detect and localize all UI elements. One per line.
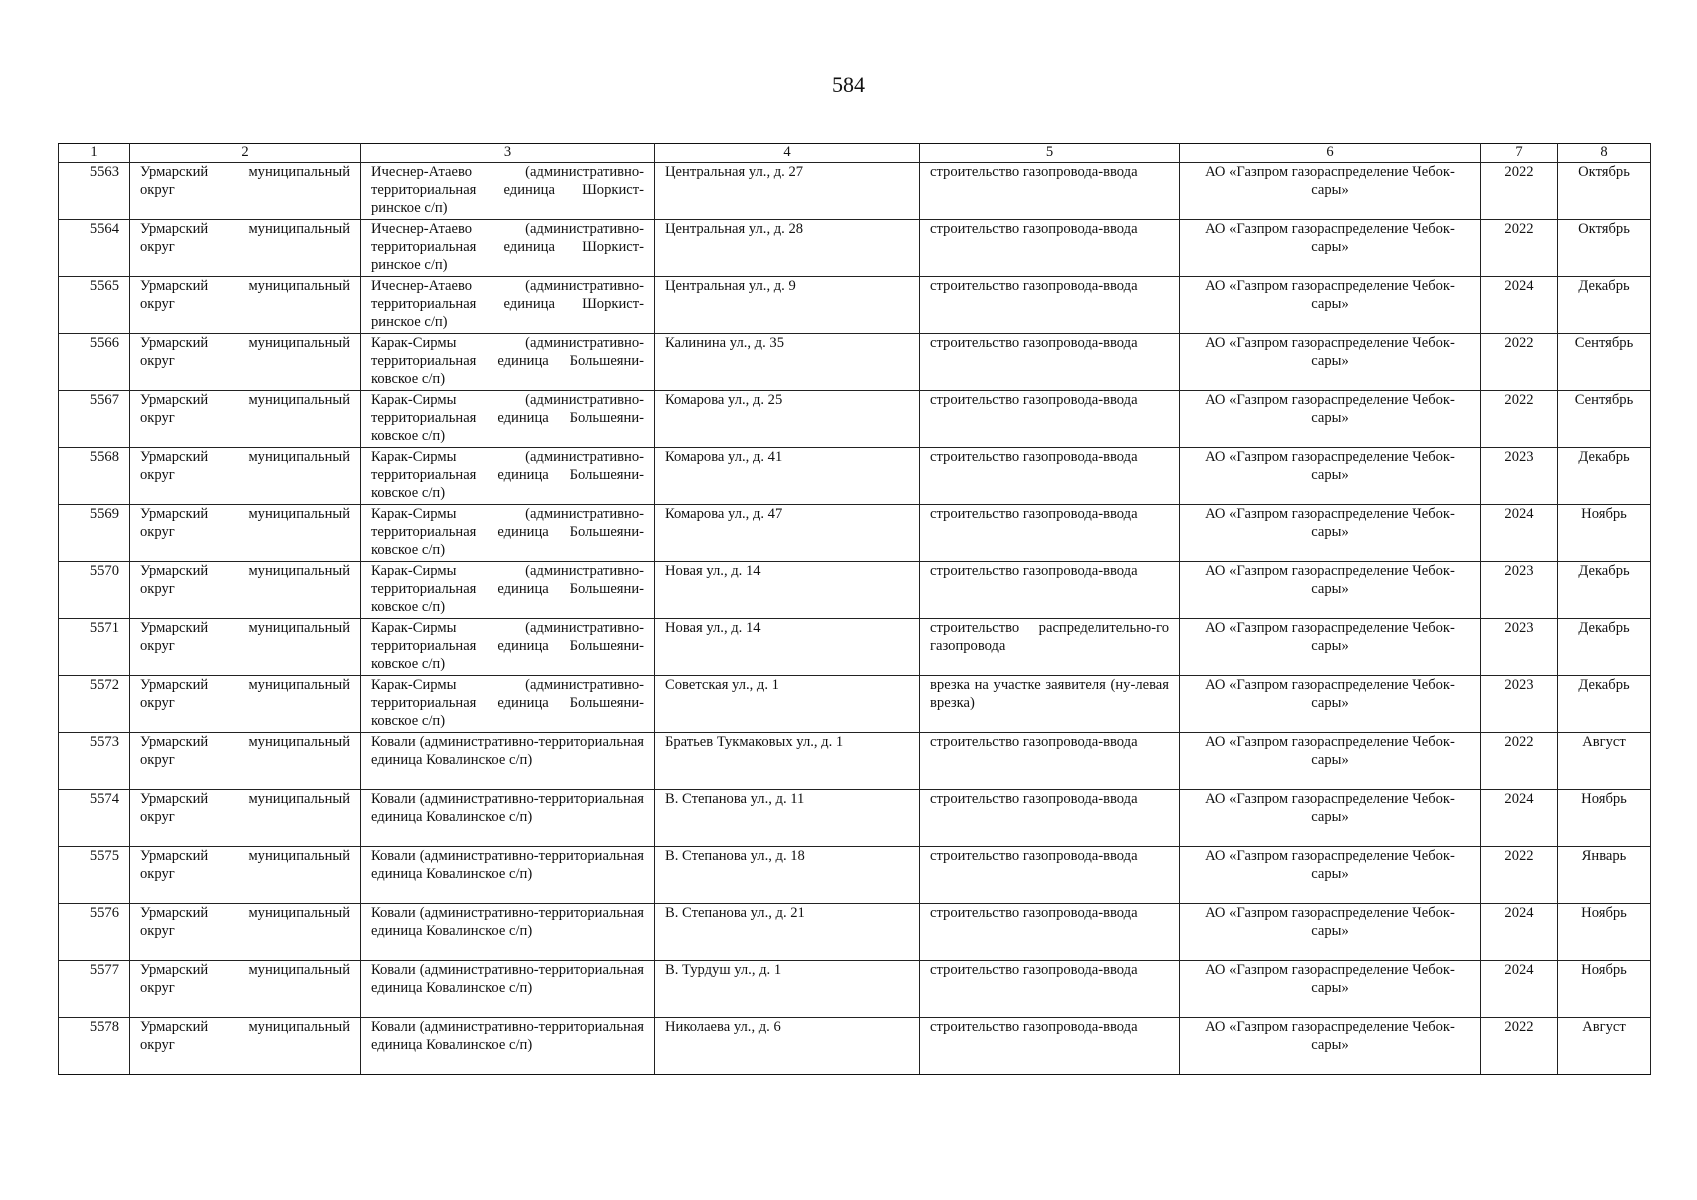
row-number: 5575: [59, 847, 130, 904]
work-type-cell: строительство газопровода-ввода: [920, 904, 1180, 961]
settlement-cell: Карак-Сирмы (административно-территориальная единица Большеяни-ковское с/п): [361, 619, 655, 676]
organization-cell: АО «Газпром газораспределение Чебок-сары»: [1180, 391, 1481, 448]
address-cell: Николаева ул., д. 6: [655, 1018, 920, 1075]
month-cell: Декабрь: [1558, 448, 1651, 505]
year-cell: 2022: [1481, 220, 1558, 277]
settlement-cell: Карак-Сирмы (административно-территориальная единица Большеяни-ковское с/п): [361, 391, 655, 448]
organization-cell: АО «Газпром газораспределение Чебок-сары»: [1180, 334, 1481, 391]
work-type-cell: строительство газопровода-ввода: [920, 505, 1180, 562]
page-number: 584: [832, 72, 865, 97]
organization-cell: АО «Газпром газораспределение Чебок-сары»: [1180, 163, 1481, 220]
column-header-3: 3: [361, 144, 655, 163]
settlement-cell: Карак-Сирмы (административно-территориальная единица Большеяни-ковское с/п): [361, 676, 655, 733]
table-row: [59, 277, 1651, 334]
table-row: [59, 448, 1651, 505]
work-type-cell: строительство газопровода-ввода: [920, 733, 1180, 790]
year-cell: 2022: [1481, 391, 1558, 448]
table-row: [59, 904, 1651, 961]
year-cell: 2023: [1481, 619, 1558, 676]
address-cell: Комарова ул., д. 25: [655, 391, 920, 448]
table-row: [59, 505, 1651, 562]
row-number: 5577: [59, 961, 130, 1018]
row-number: 5563: [59, 163, 130, 220]
row-number: 5569: [59, 505, 130, 562]
district-cell: Урмарский муниципальный округ: [130, 391, 361, 448]
month-cell: Декабрь: [1558, 562, 1651, 619]
organization-cell: АО «Газпром газораспределение Чебок-сары»: [1180, 220, 1481, 277]
address-cell: В. Степанова ул., д. 18: [655, 847, 920, 904]
table-row: [59, 961, 1651, 1018]
organization-cell: АО «Газпром газораспределение Чебок-сары»: [1180, 277, 1481, 334]
district-cell: Урмарский муниципальный округ: [130, 505, 361, 562]
month-cell: Сентябрь: [1558, 391, 1651, 448]
address-cell: Новая ул., д. 14: [655, 562, 920, 619]
address-cell: Братьев Тукмаковых ул., д. 1: [655, 733, 920, 790]
settlement-cell: Карак-Сирмы (административно-территориальная единица Большеяни-ковское с/п): [361, 448, 655, 505]
settlement-cell: Ковали (административно-территориальная единица Ковалинское с/п): [361, 904, 655, 961]
month-cell: Ноябрь: [1558, 790, 1651, 847]
month-cell: Декабрь: [1558, 619, 1651, 676]
work-type-cell: строительство газопровода-ввода: [920, 220, 1180, 277]
district-cell: Урмарский муниципальный округ: [130, 847, 361, 904]
year-cell: 2022: [1481, 733, 1558, 790]
table-header: [59, 144, 1651, 163]
address-cell: В. Турдуш ул., д. 1: [655, 961, 920, 1018]
work-type-cell: строительство газопровода-ввода: [920, 277, 1180, 334]
district-cell: Урмарский муниципальный округ: [130, 334, 361, 391]
district-cell: Урмарский муниципальный округ: [130, 790, 361, 847]
settlement-cell: Ичеснер-Атаево (административно-территориальная единица Шоркист-ринское с/п): [361, 220, 655, 277]
table-body: [59, 163, 1651, 1075]
organization-cell: АО «Газпром газораспределение Чебок-сары»: [1180, 847, 1481, 904]
column-header-4: 4: [655, 144, 920, 163]
district-cell: Урмарский муниципальный округ: [130, 220, 361, 277]
row-number: 5565: [59, 277, 130, 334]
settlement-cell: Ичеснер-Атаево (административно-территориальная единица Шоркист-ринское с/п): [361, 277, 655, 334]
column-header-8: 8: [1558, 144, 1651, 163]
address-cell: В. Степанова ул., д. 21: [655, 904, 920, 961]
settlement-cell: Карак-Сирмы (административно-территориальная единица Большеяни-ковское с/п): [361, 562, 655, 619]
row-number: 5570: [59, 562, 130, 619]
month-cell: Ноябрь: [1558, 505, 1651, 562]
table-row: [59, 619, 1651, 676]
table-row: [59, 163, 1651, 220]
table-row: [59, 790, 1651, 847]
row-number: 5568: [59, 448, 130, 505]
work-type-cell: строительство газопровода-ввода: [920, 790, 1180, 847]
work-type-cell: строительство газопровода-ввода: [920, 1018, 1180, 1075]
row-number: 5576: [59, 904, 130, 961]
work-type-cell: строительство распределительно-го газопровода: [920, 619, 1180, 676]
work-type-cell: строительство газопровода-ввода: [920, 448, 1180, 505]
year-cell: 2023: [1481, 562, 1558, 619]
organization-cell: АО «Газпром газораспределение Чебок-сары»: [1180, 904, 1481, 961]
settlement-cell: Ковали (административно-территориальная единица Ковалинское с/п): [361, 790, 655, 847]
year-cell: 2024: [1481, 505, 1558, 562]
year-cell: 2022: [1481, 163, 1558, 220]
address-cell: Комарова ул., д. 41: [655, 448, 920, 505]
month-cell: Сентябрь: [1558, 334, 1651, 391]
district-cell: Урмарский муниципальный округ: [130, 448, 361, 505]
row-number: 5578: [59, 1018, 130, 1075]
month-cell: Октябрь: [1558, 163, 1651, 220]
district-cell: Урмарский муниципальный округ: [130, 961, 361, 1018]
organization-cell: АО «Газпром газораспределение Чебок-сары»: [1180, 676, 1481, 733]
work-type-cell: строительство газопровода-ввода: [920, 163, 1180, 220]
column-header-1: 1: [59, 144, 130, 163]
district-cell: Урмарский муниципальный округ: [130, 1018, 361, 1075]
table-row: [59, 220, 1651, 277]
table-row: [59, 391, 1651, 448]
year-cell: 2023: [1481, 676, 1558, 733]
district-cell: Урмарский муниципальный округ: [130, 277, 361, 334]
organization-cell: АО «Газпром газораспределение Чебок-сары»: [1180, 1018, 1481, 1075]
month-cell: Ноябрь: [1558, 904, 1651, 961]
address-cell: Центральная ул., д. 28: [655, 220, 920, 277]
work-type-cell: врезка на участке заявителя (ну-левая врезка): [920, 676, 1180, 733]
settlement-cell: Ковали (административно-территориальная единица Ковалинское с/п): [361, 961, 655, 1018]
address-cell: Центральная ул., д. 9: [655, 277, 920, 334]
work-type-cell: строительство газопровода-ввода: [920, 961, 1180, 1018]
district-cell: Урмарский муниципальный округ: [130, 676, 361, 733]
organization-cell: АО «Газпром газораспределение Чебок-сары»: [1180, 619, 1481, 676]
organization-cell: АО «Газпром газораспределение Чебок-сары»: [1180, 961, 1481, 1018]
district-cell: Урмарский муниципальный округ: [130, 904, 361, 961]
year-cell: 2024: [1481, 277, 1558, 334]
address-cell: В. Степанова ул., д. 11: [655, 790, 920, 847]
address-cell: Советская ул., д. 1: [655, 676, 920, 733]
organization-cell: АО «Газпром газораспределение Чебок-сары»: [1180, 790, 1481, 847]
row-number: 5564: [59, 220, 130, 277]
row-number: 5573: [59, 733, 130, 790]
table-row: [59, 334, 1651, 391]
column-header-5: 5: [920, 144, 1180, 163]
organization-cell: АО «Газпром газораспределение Чебок-сары»: [1180, 505, 1481, 562]
gas-connection-table: [58, 143, 1651, 1075]
year-cell: 2023: [1481, 448, 1558, 505]
row-number: 5572: [59, 676, 130, 733]
month-cell: Август: [1558, 1018, 1651, 1075]
year-cell: 2022: [1481, 847, 1558, 904]
header-row: [59, 144, 1651, 163]
table-row: [59, 1018, 1651, 1075]
district-cell: Урмарский муниципальный округ: [130, 619, 361, 676]
work-type-cell: строительство газопровода-ввода: [920, 562, 1180, 619]
year-cell: 2022: [1481, 334, 1558, 391]
month-cell: Декабрь: [1558, 676, 1651, 733]
district-cell: Урмарский муниципальный округ: [130, 163, 361, 220]
table-row: [59, 733, 1651, 790]
row-number: 5566: [59, 334, 130, 391]
district-cell: Урмарский муниципальный округ: [130, 733, 361, 790]
address-cell: Центральная ул., д. 27: [655, 163, 920, 220]
organization-cell: АО «Газпром газораспределение Чебок-сары»: [1180, 448, 1481, 505]
month-cell: Январь: [1558, 847, 1651, 904]
address-cell: Комарова ул., д. 47: [655, 505, 920, 562]
table-row: [59, 562, 1651, 619]
year-cell: 2024: [1481, 961, 1558, 1018]
organization-cell: АО «Газпром газораспределение Чебок-сары»: [1180, 562, 1481, 619]
year-cell: 2022: [1481, 1018, 1558, 1075]
column-header-2: 2: [130, 144, 361, 163]
settlement-cell: Ковали (административно-территориальная единица Ковалинское с/п): [361, 1018, 655, 1075]
row-number: 5567: [59, 391, 130, 448]
month-cell: Декабрь: [1558, 277, 1651, 334]
month-cell: Август: [1558, 733, 1651, 790]
organization-cell: АО «Газпром газораспределение Чебок-сары»: [1180, 733, 1481, 790]
year-cell: 2024: [1481, 904, 1558, 961]
year-cell: 2024: [1481, 790, 1558, 847]
settlement-cell: Ковали (административно-территориальная единица Ковалинское с/п): [361, 733, 655, 790]
table-row: [59, 847, 1651, 904]
column-header-7: 7: [1481, 144, 1558, 163]
settlement-cell: Карак-Сирмы (административно-территориальная единица Большеяни-ковское с/п): [361, 334, 655, 391]
work-type-cell: строительство газопровода-ввода: [920, 847, 1180, 904]
month-cell: Ноябрь: [1558, 961, 1651, 1018]
work-type-cell: строительство газопровода-ввода: [920, 334, 1180, 391]
table-row: [59, 676, 1651, 733]
settlement-cell: Ичеснер-Атаево (административно-территориальная единица Шоркист-ринское с/п): [361, 163, 655, 220]
column-header-6: 6: [1180, 144, 1481, 163]
row-number: 5571: [59, 619, 130, 676]
row-number: 5574: [59, 790, 130, 847]
address-cell: Калинина ул., д. 35: [655, 334, 920, 391]
work-type-cell: строительство газопровода-ввода: [920, 391, 1180, 448]
settlement-cell: Карак-Сирмы (административно-территориальная единица Большеяни-ковское с/п): [361, 505, 655, 562]
settlement-cell: Ковали (административно-территориальная единица Ковалинское с/п): [361, 847, 655, 904]
month-cell: Октябрь: [1558, 220, 1651, 277]
district-cell: Урмарский муниципальный округ: [130, 562, 361, 619]
address-cell: Новая ул., д. 14: [655, 619, 920, 676]
